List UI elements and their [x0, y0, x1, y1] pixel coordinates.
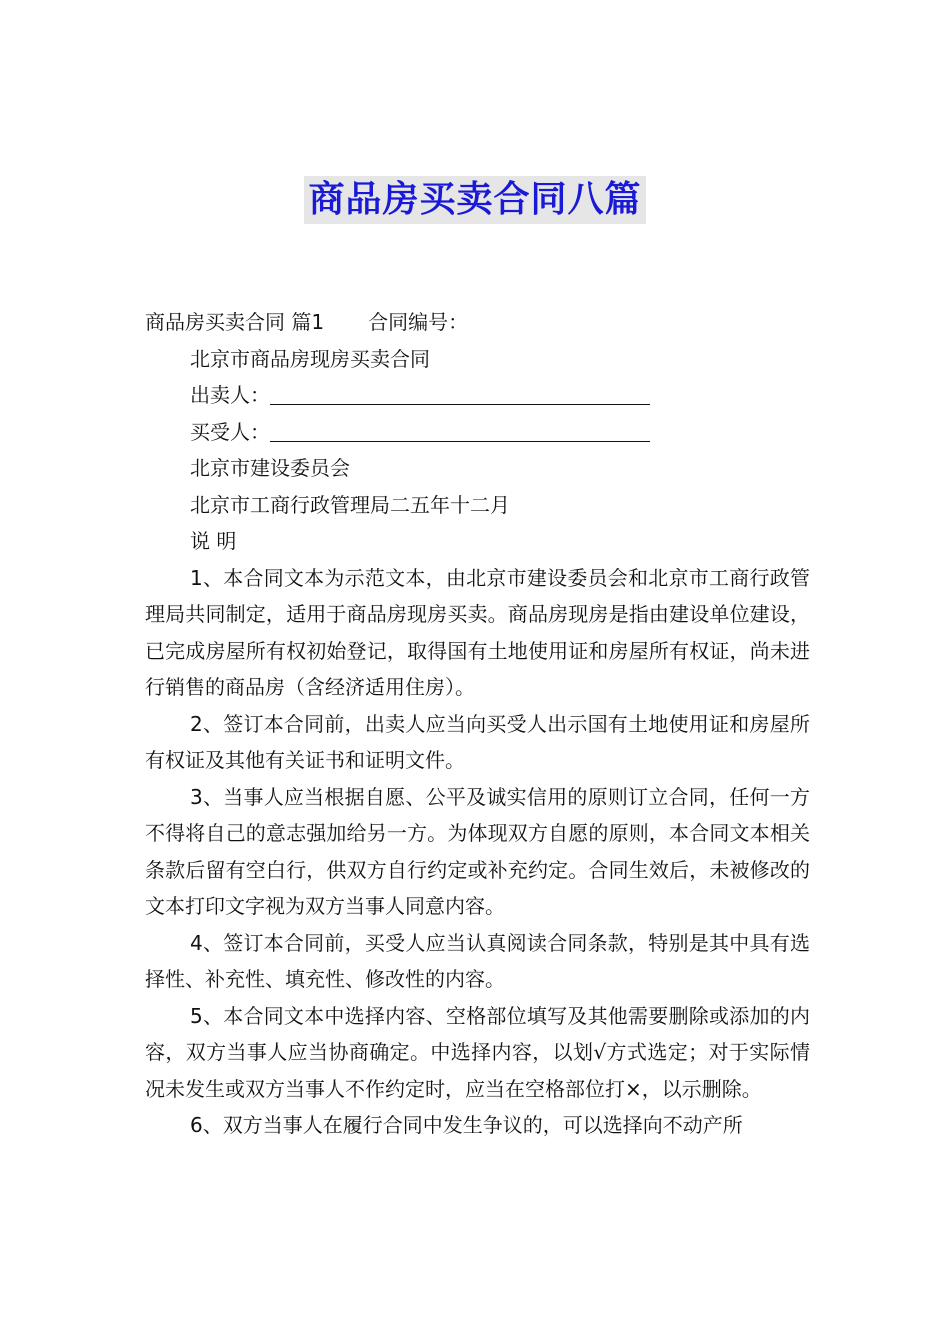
issuer-2: 北京市工商行政管理局二五年十二月 — [190, 492, 510, 517]
issuer-1: 北京市建设委员会 — [190, 456, 350, 480]
paragraph-3: 3、当事人应当根据自愿、公平及诚实信用的原则订立合同，任何一方不得将自己的意志强加给另一方。为体现双方自愿的原则，本合同文本相关条款后留有空白行，供双方自行约定或补充约定。合同生效后，未被修改的文本打印文字视为双方当事人同意内容。 — [145, 784, 810, 918]
contract-name: 北京市商品房现房买卖合同 — [190, 346, 430, 371]
note-heading: 说 明 — [190, 529, 237, 553]
paragraph-6: 6、双方当事人在履行合同中发生争议的，可以选择向不动产所 — [190, 1113, 743, 1137]
paragraph-5: 5、本合同文本中选择内容、空格部位填写及其他需要删除或添加的内容，双方当事人应当协商确定。中选择内容，以划√方式选定；对于实际情况未发生或双方当事人不作约定时，应当在空格部位打×，以示删除。 — [145, 1003, 810, 1101]
seller-label: 出卖人： — [190, 383, 270, 407]
article-heading-line — [145, 304, 810, 341]
paragraph-1: 1、本合同文本为示范文本，由北京市建设委员会和北京市工商行政管理局共同制定，适用于商品房现房买卖。商品房现房是指由建设单位建设，已完成房屋所有权初始登记，取得国有土地使用证和房屋所有权证，尚未进行销售的商品房（含经济适用住房）。 — [145, 565, 810, 699]
buyer-label: 买受人： — [190, 419, 270, 444]
paragraph-2: 2、签订本合同前，出卖人应当向买受人出示国有土地使用证和房屋所有权证及其他有关证书和证明文件。 — [145, 711, 810, 772]
buyer-blank — [270, 419, 650, 442]
document-body — [145, 304, 810, 1144]
article-heading: 商品房买卖合同 篇1 — [145, 310, 325, 334]
paragraph-4: 4、签订本合同前，买受人应当认真阅读合同条款，特别是其中具有选择性、补充性、填充性、修改性的内容。 — [145, 930, 810, 991]
title-wrap — [0, 176, 950, 224]
seller-line — [145, 377, 810, 414]
buyer-line — [145, 414, 810, 451]
contract-number-label: 合同编号： — [368, 310, 469, 334]
seller-blank — [270, 382, 650, 405]
document-title: 商品房买卖合同八篇 — [304, 176, 645, 224]
